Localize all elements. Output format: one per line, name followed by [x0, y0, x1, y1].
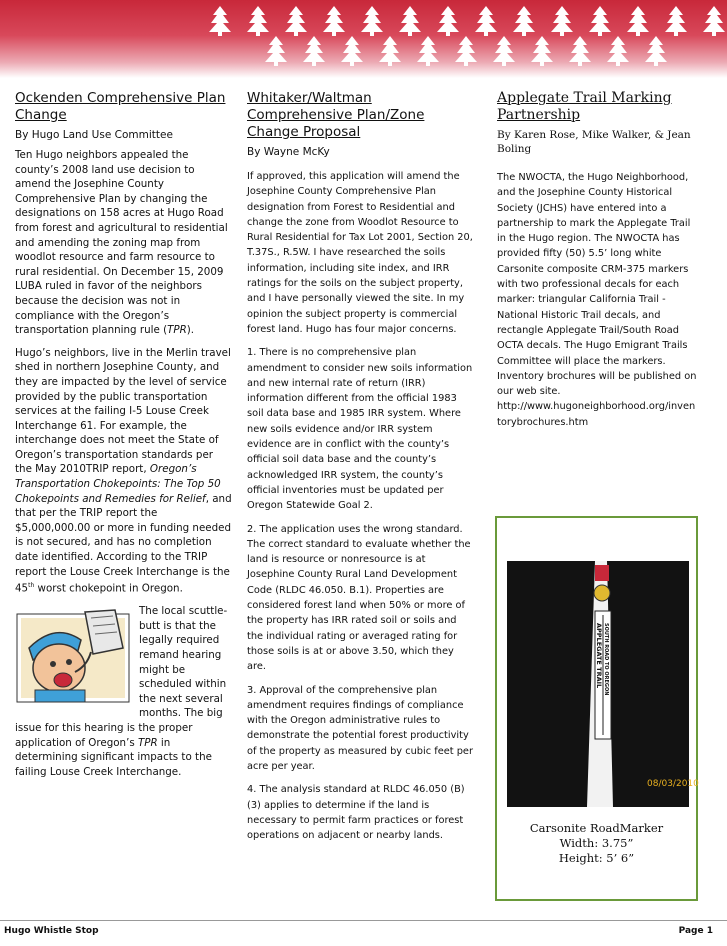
photo-date-stamp: 08/03/2010: [647, 779, 699, 789]
tree-icon: [399, 6, 421, 36]
article-paragraph: 2. The application uses the wrong standard. The correct standard to evaluate whether the land is resource or nonresource is at Josephine County Rural Land Development Code (RLDC 46.050. B.1). Properties are considered forest land when 50% or more of the property has IRR rated soil or soils and the individual rating or averaged rating for those soils is at or above 3.50, which they are.: [247, 523, 471, 673]
article-title: Applegate Trail Marking Partnership: [497, 90, 672, 123]
footer-page-number: Page 1: [678, 926, 713, 936]
tree-icon: [551, 6, 573, 36]
article-byline: By Wayne McKy: [247, 146, 330, 158]
tree-icon: [341, 36, 363, 66]
tree-icon: [265, 36, 287, 66]
tree-icon: [627, 6, 649, 36]
tree-icon: [645, 36, 667, 66]
article-paragraph: The NWOCTA, the Hugo Neighborhood, and the Josephine County Historical Society (JCHS) have entered into a partnership to mark the Applegate Trail in the Hugo region. The NWOCTA has provided fifty (50) 5.5’ long white Carsonite composite CRM-375 markers with two professional decals for each marker: triangular California Trail - National Historic Trail decals, and rectangle Applegate Trail/South Road OCTA decals. The Hugo Emigrant Trails Committee will place the markers. Inventory brochures will be published on our web site. http://www.hugoneighborhood.org/inventorybrochures.htm: [497, 172, 697, 428]
tree-icon: [437, 6, 459, 36]
article-title: Ockenden Comprehensive Plan Change: [15, 90, 226, 123]
tree-icon: [323, 6, 345, 36]
header-banner: [0, 0, 727, 78]
tree-icon: [361, 6, 383, 36]
article-paragraph: If approved, this application will amend the Josephine County Comprehensive Plan designation from Forest to Residential and change the zone from Woodlot Resource to Rural Residential for Tax Lot 2001, Section 20, T.37S., R.5W. I have researched the soils information, including site index, and IRR ratings for the soils on the subject property, and I have personally viewed the site. In my opinion the subject property is commercial forest land. Hugo has four major concerns.: [247, 171, 473, 335]
tree-icon: [303, 36, 325, 66]
column-applegate: [497, 90, 697, 438]
tree-icon: [247, 6, 269, 36]
tree-icon: [455, 36, 477, 66]
tree-icon: [703, 6, 725, 36]
photo-caption: Carsonite RoadMarker Width: 3.75” Height: 5’ 6”: [529, 821, 664, 865]
tree-icon: [589, 6, 611, 36]
tree-icon: [417, 36, 439, 66]
photo-frame: [495, 516, 698, 901]
article-paragraph: 1. There is no comprehensive plan amendment to consider new soils information and new internal rate of return (IRR) information different from the official 1983 soil data base and 1985 IRR system. Where new soils evidence and/or IRR system evidence are in conflict with the county’s official soil data base and the county’s acknowledged IRR system, the county’s official inventories must be updated per Oregon Statewide Goal 2.: [247, 347, 473, 512]
tree-icon: [209, 6, 231, 36]
marker-decal-right: SOUTH ROAD TO OREGON: [603, 623, 609, 696]
tree-icon: [531, 36, 553, 66]
article-byline: By Karen Rose, Mike Walker, & Jean Boling: [497, 129, 691, 155]
article-paragraph: 3. Approval of the comprehensive plan amendment requires findings of compliance with the Oregon administrative rules to demonstrate the potential forest productivity of the property as measured by cubic feet per acre per year.: [247, 684, 473, 772]
tree-icon: [379, 36, 401, 66]
marker-photo: [507, 561, 699, 807]
tree-icon: [607, 36, 629, 66]
tree-icons: [0, 0, 727, 78]
newsboy-cartoon-icon: [15, 608, 131, 708]
tree-icon: [513, 6, 535, 36]
article-paragraph: The local scuttle-butt is that the legally required remand hearing might be scheduled within the next several months. The big issue for this hearing is the proper application of Oregon’s TPR in determining significant impacts to the failing Louse Creek Interchange.: [15, 605, 228, 778]
footer-divider: [0, 920, 727, 921]
tree-icon: [569, 36, 591, 66]
marker-post-icon: [507, 561, 699, 807]
marker-decal-left: APPLEGATE TRAIL: [595, 623, 603, 689]
tree-icon: [285, 6, 307, 36]
column-ockenden: [15, 90, 233, 787]
article-paragraph: Ten Hugo neighbors appealed the county’s 2008 land use decision to amend the Josephine County Comprehensive Plan by changing the designations on 158 acres at Hugo Road from forest and agricultural to residential and amending the zoning map from woodlot resource and farm resource to rural residential. On December 15, 2009 LUBA ruled in favor of the neighbors because the decision was not in compliance with the Oregon’s transportation planning rule (TPR).: [15, 149, 228, 337]
footer-publication-name: Hugo Whistle Stop: [4, 926, 99, 936]
article-paragraph: Hugo’s neighbors, live in the Merlin travel shed in northern Josephine County, and they are impacted by the level of service provided by the public transportation services at the failing I-5 Louse Creek Interchange 61. For example, the interchange does not meet the State of Oregon’s transportation standards per the May 2010TRIP report, Oregon’s Transportation Chokepoints: The Top 50 Chokepoints and Remedies for Relief, and that per the TRIP report the $5,000,000.00 or more in funding needed is not secured, and has no completion date identified. According to the TRIP report the Louse Creek Interchange is the 45th worst chokepoint in Oregon.: [15, 346, 232, 595]
article-byline: By Hugo Land Use Committee: [15, 129, 173, 141]
tree-icon: [493, 36, 515, 66]
tree-icon: [665, 6, 687, 36]
article-title: Whitaker/Waltman Comprehensive Plan/Zone Change Proposal: [247, 90, 425, 140]
tree-icon: [475, 6, 497, 36]
column-whitaker: [247, 90, 473, 851]
article-paragraph: 4. The analysis standard at RLDC 46.050 (B)(3) applies to determine if the land is necessary to permit farm practices or forest operations on adjacent or nearby lands.: [247, 784, 465, 842]
